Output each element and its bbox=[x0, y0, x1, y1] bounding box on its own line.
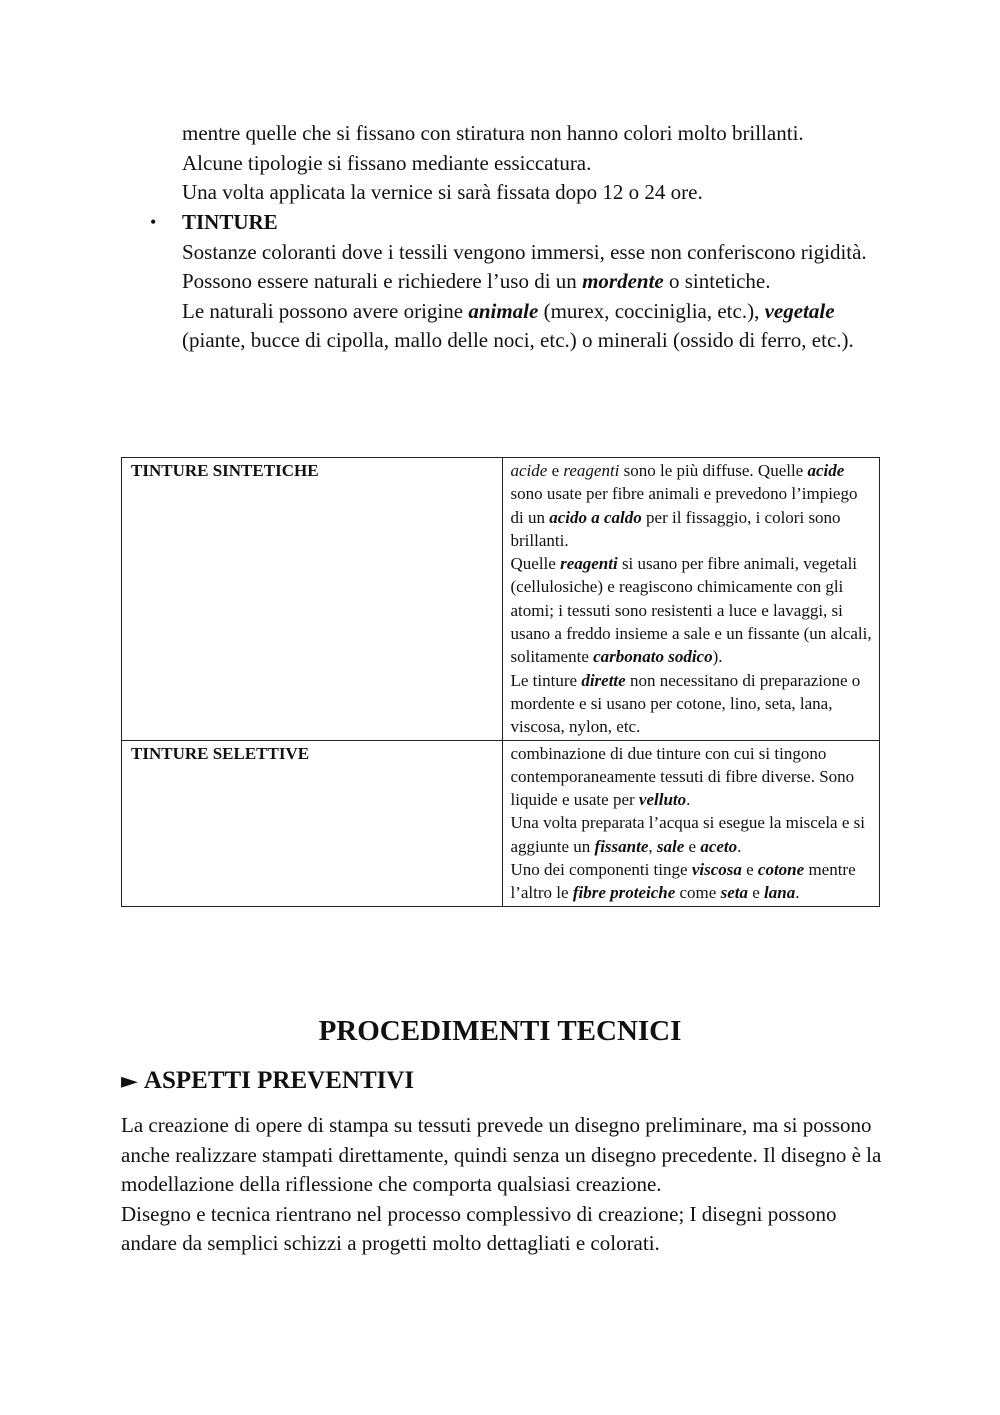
text-run: (piante, bucce di cipolla, mallo delle noci, etc.) o minerali (ossido di ferro, etc.). bbox=[182, 328, 854, 352]
table-description-cell bbox=[502, 740, 880, 906]
dye-types-table bbox=[121, 457, 880, 907]
text-run: (murex, cocciniglia, etc.), bbox=[538, 298, 765, 323]
body-paragraph: La creazione di opere di stampa su tessuti prevede un disegno preliminare, ma si possono anche realizzare stampati direttamente, quindi senza un disegno precedente. Il disegno è la modellazione della riflessione che comporta qualsiasi creazione. bbox=[121, 1113, 882, 1196]
table-row bbox=[122, 458, 880, 741]
bullet-paragraph bbox=[182, 238, 897, 297]
cell-paragraph: Quelle reagenti si usano per fibre animali, vegetali (cellulosiche) e reagiscono chimicamente con gli atomi; i tessuti sono resistenti a luce e lavaggi, si usano a freddo insieme a sale e un fissante (un alcali, solitamente carbonato sodico). bbox=[510, 554, 872, 667]
body-text bbox=[121, 1111, 891, 1259]
section-title: PROCEDIMENTI TECNICI bbox=[318, 1015, 682, 1047]
emphasis-mordente: mordente bbox=[582, 269, 664, 293]
intro-line: Alcune tipologie si fissano mediante essiccatura. bbox=[182, 150, 592, 175]
subsection-heading bbox=[121, 1064, 414, 1099]
cell-paragraph: combinazione di due tinture con cui si tingono contemporaneamente tessuti di fibre diverse. Sono liquide e usate per velluto. bbox=[510, 743, 855, 810]
intro-line: mentre quelle che si fissano con stiratura non hanno colori molto brillanti. bbox=[182, 121, 804, 145]
body-paragraph: Disegno e tecnica rientrano nel processo complessivo di creazione; I disegni possono andare da semplici schizzi a progetti molto dettagliati e colorati. bbox=[121, 1201, 837, 1255]
text-run: Sostanze coloranti dove i tessili vengono immersi, esse non conferiscono rigidità. Possono essere naturali e richiedere l’uso di un bbox=[182, 239, 867, 293]
text-run: Le naturali possono avere origine bbox=[182, 298, 469, 323]
bullet-item-tinture bbox=[182, 208, 897, 356]
emphasis-animale: animale bbox=[468, 298, 539, 323]
table-description-cell bbox=[502, 458, 880, 741]
table-label-cell: TINTURE SELETTIVE bbox=[122, 740, 503, 906]
cell-paragraph: Le tinture dirette non necessitano di preparazione o mordente e si usano per cotone, lino, seta, lana, viscosa, nylon, etc. bbox=[510, 670, 861, 737]
bullet-marker: • bbox=[150, 212, 157, 232]
cell-paragraph: acide e reagenti sono le più diffuse. Quelle acide sono usate per fibre animali e prevedono l’impiego di un acido a caldo per il fissaggio, i colori sono brillanti. bbox=[510, 461, 858, 550]
text-run: o sintetiche. bbox=[663, 269, 771, 293]
bullet-heading: TINTURE bbox=[182, 210, 278, 234]
intro-paragraph bbox=[182, 119, 902, 208]
table-row bbox=[122, 740, 880, 906]
table-label-cell: TINTURE SINTETICHE bbox=[122, 458, 503, 741]
cell-paragraph: Una volta preparata l’acqua si esegue la miscela e si aggiunte un fissante, sale e aceto. bbox=[510, 813, 865, 856]
subsection-title: ASPETTI PREVENTIVI bbox=[143, 1067, 415, 1094]
intro-line: Una volta applicata la vernice si sarà fissata dopo 12 o 24 ore. bbox=[182, 180, 703, 204]
cell-paragraph: Uno dei componenti tinge viscosa e cotone mentre l’altro le fibre proteiche come seta e lana. bbox=[510, 860, 856, 903]
triangle-right-icon: ► bbox=[121, 1069, 138, 1094]
emphasis-vegetale: vegetale bbox=[764, 298, 835, 323]
bullet-paragraph bbox=[182, 297, 897, 356]
